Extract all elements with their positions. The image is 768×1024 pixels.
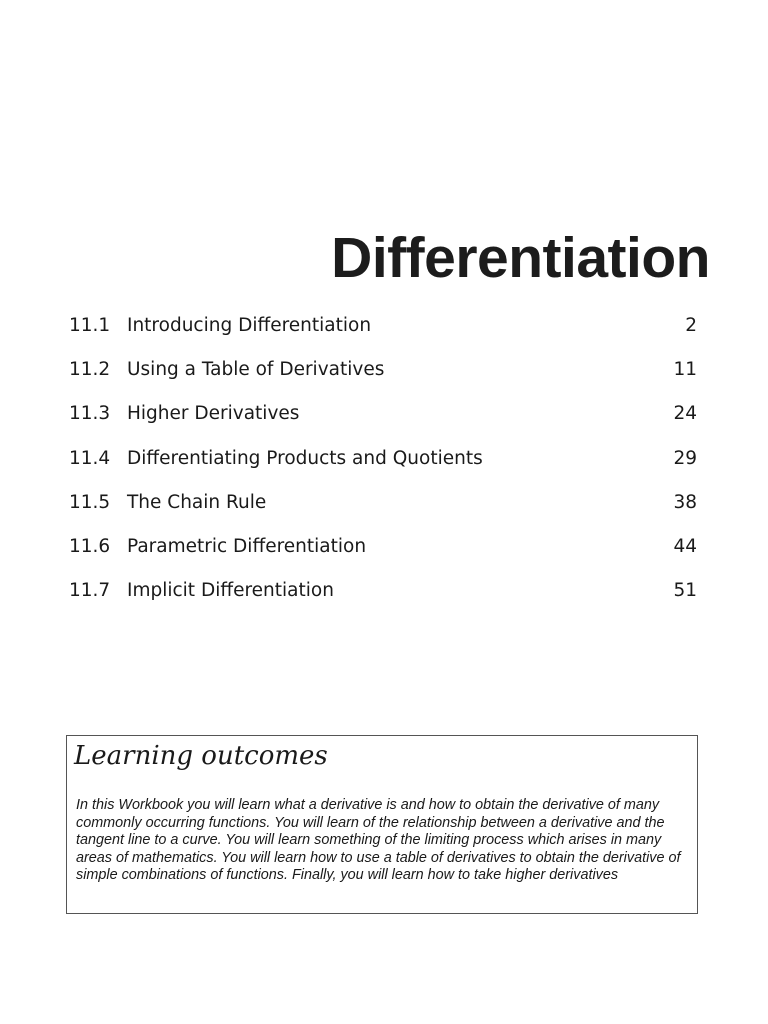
toc-section-title: Introducing Differentiation <box>127 315 372 336</box>
toc-page-number: 29 <box>673 447 697 469</box>
toc-page-number: 24 <box>673 403 697 425</box>
toc-section-title: Implicit Differentiation <box>127 580 334 602</box>
learning-outcomes-box <box>66 735 698 914</box>
toc-section-title: Using a Table of Derivatives <box>127 359 385 381</box>
toc-section-title: Parametric Differentiation <box>127 535 367 557</box>
toc-page-number: 38 <box>673 491 697 513</box>
toc-section-title: Higher Derivatives <box>127 403 300 425</box>
toc-entry <box>69 442 697 486</box>
toc-entry <box>69 397 697 441</box>
toc-entry <box>69 486 697 530</box>
toc-section-number: 11.2 <box>69 359 111 381</box>
learning-outcomes-text: In this Workbook you will learn what a derivative is and how to obtain the derivative of many commonly occurring functions. You will learn of the relationship between a derivative and the tangent line to a curve. You will learn something of the limiting process which arises in many areas of mathematics. You will learn how to use a table of derivatives to obtain the derivative of simple combinations of functions. Finally, you will learn how to take higher derivatives <box>76 797 681 884</box>
toc-entry <box>69 574 697 618</box>
toc-entry <box>69 353 697 397</box>
learning-outcomes-heading: Learning outcomes <box>74 741 328 771</box>
toc-entry <box>69 530 697 574</box>
toc-section-number: 11.7 <box>69 580 111 602</box>
toc-page-number: 44 <box>673 535 697 557</box>
toc-section-number: 11.3 <box>69 403 111 425</box>
toc-page-number: 2 <box>685 315 697 336</box>
table-of-contents <box>69 309 697 618</box>
toc-section-title: Differentiating Products and Quotients <box>127 447 483 469</box>
toc-section-number: 11.4 <box>69 447 111 469</box>
toc-section-number: 11.6 <box>69 535 111 557</box>
page-title: Differentiation <box>331 226 710 290</box>
toc-section-number: 11.1 <box>69 315 111 336</box>
toc-section-number: 11.5 <box>69 491 111 513</box>
toc-page-number: 11 <box>673 359 697 381</box>
toc-section-title: The Chain Rule <box>127 491 267 513</box>
toc-page-number: 51 <box>673 580 697 602</box>
toc-entry <box>69 309 697 353</box>
